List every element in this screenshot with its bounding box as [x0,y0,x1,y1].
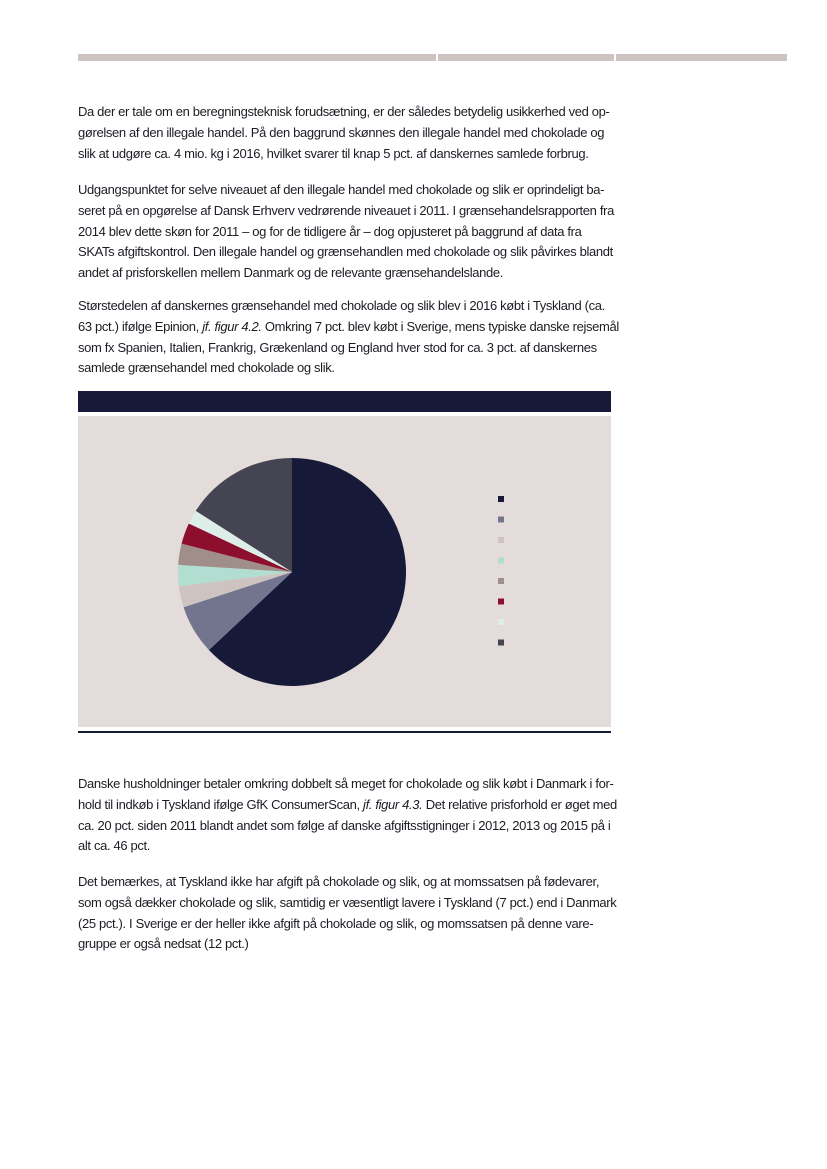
text-line [78,774,618,795]
text-run: 2014 blev dette skøn for 2011 – og for de tidligere år – dog opjusteret på baggrund af data fra [78,223,582,239]
text-run: samlede grænsehandel med chokolade og slik. [78,360,335,376]
legend-marker-1 [498,517,504,523]
text-run: slik at udgøre ca. 4 mio. kg i 2016, hvilket svarer til knap 5 pct. af danskernes samlede forbrug. [78,145,589,161]
header-rule-divider [614,54,616,61]
text-run: andet af prisforskellen mellem Danmark og de relevante grænsehandelslande. [78,265,504,281]
text-run: gørelsen af den illegale handel. På den baggrund skønnes den illegale handel med chokolade og [78,124,605,140]
text-run: alt ca. 46 pct. [78,838,151,854]
figure-reference: jf. figur 4.3. [363,796,423,812]
text-run: Størstedelen af danskernes grænsehandel med chokolade og slik blev i 2016 købt i Tyskland (ca. [78,298,605,313]
text-run: (25 pct.). I Sverige er der heller ikke afgift på chokolade og slik, og momssatsen på denne vare- [78,915,594,931]
text-line [78,893,618,914]
paragraph-illegal-trade-estimate [78,102,618,164]
figure-bottom-rule [78,731,611,733]
text-run: gruppe er også nedsat (12 pct.) [78,936,249,952]
legend-marker-5 [498,599,504,605]
header-rule-divider [436,54,438,61]
paragraph-baseline-level [78,180,618,284]
text-line [78,317,618,338]
text-run: som fx Spanien, Italien, Frankrig, Grækenland og England hver stod for ca. 3 pct. af danskernes [78,339,597,355]
figure-header-bar [78,391,611,412]
header-rule [78,54,787,61]
text-line [78,836,618,857]
text-line [78,263,618,284]
text-line [78,338,618,359]
text-line [78,102,618,123]
paragraph-price-difference [78,774,618,857]
legend-marker-6 [498,619,504,625]
legend-marker-3 [498,558,504,564]
text-run: som også dækker chokolade og slik, samtidig er væsentligt lavere i Tyskland (7 pct.) end i Danmark [78,894,617,910]
text-run: Det bemærkes, at Tyskland ikke har afgift på chokolade og slik, og at momssatsen på fødevarer, [78,874,600,889]
text-line [78,201,618,222]
text-line [78,816,618,837]
figure-panel [78,416,611,727]
text-line [78,222,618,243]
text-line [78,296,618,317]
text-line [78,180,618,201]
text-line [78,934,618,955]
text-run: Da der er tale om en beregningsteknisk forudsætning, er der således betydelig usikkerhed ved op- [78,104,610,119]
text-line [78,123,618,144]
text-run: Det relative prisforhold er øget med [422,796,617,812]
text-run: Omkring 7 pct. blev købt i Sverige, mens typiske danske rejsemål [261,318,619,334]
text-run: seret på en opgørelse af Dansk Erhverv vedrørende niveauet i 2011. I grænsehandelsrapporten fra [78,202,614,218]
legend-marker-0 [498,496,504,502]
text-line [78,872,618,893]
figure-reference: jf. figur 4.2. [202,318,262,334]
text-run: hold til indkøb i Tyskland ifølge GfK ConsumerScan, [78,796,364,812]
text-run: Udgangspunktet for selve niveauet af den illegale handel med chokolade og slik er oprindeligt ba- [78,182,605,197]
pie-chart [78,416,611,727]
legend-marker-2 [498,537,504,543]
text-run: 63 pct.) ifølge Epinion, [78,318,203,334]
paragraph-border-trade-countries [78,296,618,379]
legend-marker-7 [498,640,504,646]
text-line [78,242,618,263]
text-run: Danske husholdninger betaler omkring dobbelt så meget for chokolade og slik købt i Danmark i for- [78,776,614,791]
text-line [78,144,618,165]
text-run: ca. 20 pct. siden 2011 blandt andet som følge af danske afgiftsstigninger i 2012, 2013 og 2015 på i [78,817,611,833]
text-line [78,914,618,935]
text-line [78,358,618,379]
legend-marker-4 [498,578,504,584]
text-run: SKATs afgiftskontrol. Den illegale handel og grænsehandlen med chokolade og slik påvirkes blandt [78,244,613,260]
text-line [78,795,618,816]
paragraph-vat-rates [78,872,618,955]
